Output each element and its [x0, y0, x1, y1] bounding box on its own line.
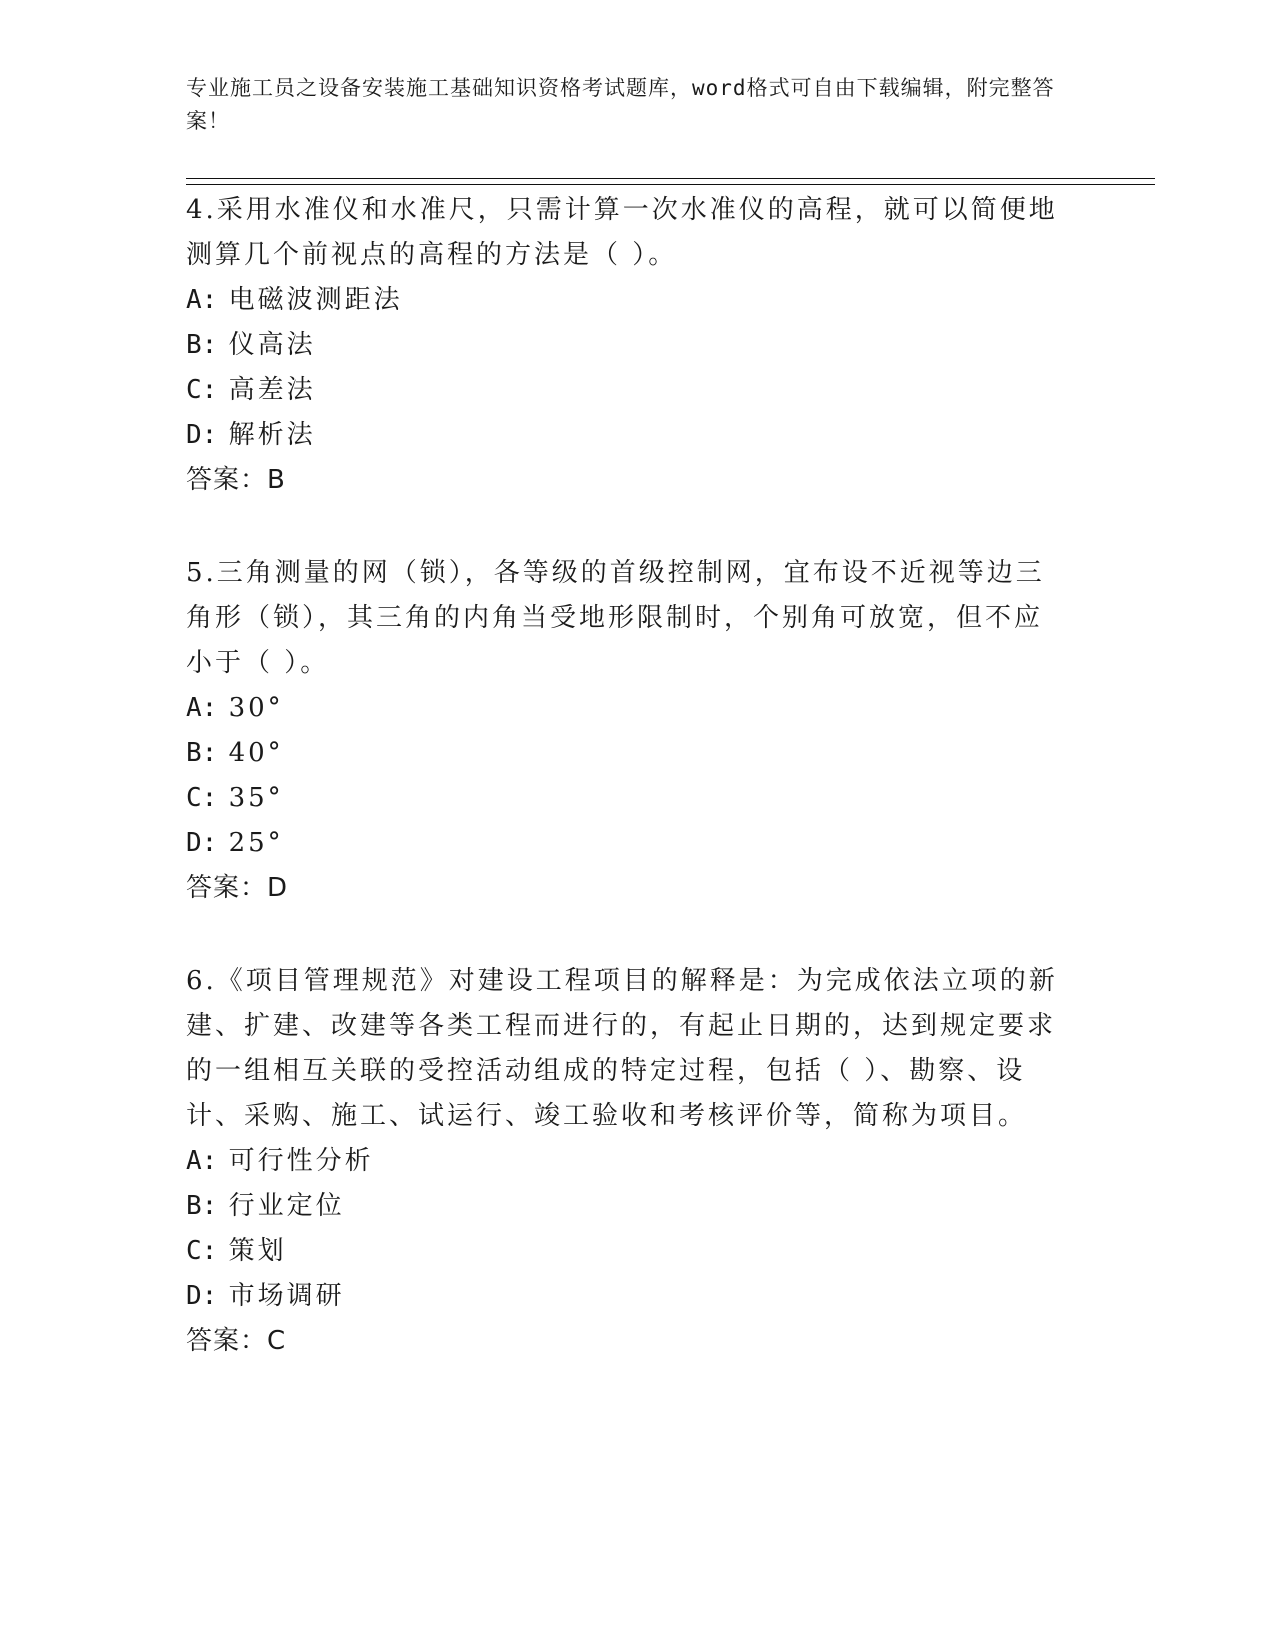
question-text: 6.《项目管理规范》对建设工程项目的解释是：为完成依法立项的新建、扩建、改建等各类工程而进行的，有起止日期的，达到规定要求的一组相互关联的受控活动组成的特定过程，包括（ ）、勘察、设计、采购、施工、试运行、竣工验收和考核评价等，简称为项目。: [186, 966, 1058, 1131]
option-b: [186, 731, 1086, 776]
option-label: C:: [186, 375, 218, 405]
option-text: 40°: [228, 738, 284, 768]
answer: 答案：C: [186, 1326, 287, 1356]
option-text: 高差法: [228, 375, 316, 405]
option-c: [186, 368, 1086, 413]
option-text: 电磁波测距法: [228, 285, 403, 315]
option-label: C:: [186, 783, 218, 813]
option-c: [186, 1229, 1086, 1274]
option-label: B:: [186, 1191, 218, 1221]
option-label: A:: [186, 1146, 218, 1176]
option-label: A:: [186, 693, 218, 723]
option-d: [186, 413, 1086, 458]
question-list: [186, 188, 1086, 1412]
option-b: [186, 323, 1086, 368]
option-label: B:: [186, 738, 218, 768]
header-text: 专业施工员之设备安装施工基础知识资格考试题库，word格式可自由下载编辑，附完整答案！: [186, 76, 1055, 133]
option-text: 可行性分析: [228, 1146, 374, 1176]
option-label: A:: [186, 285, 218, 315]
option-text: 市场调研: [228, 1281, 345, 1311]
option-text: 行业定位: [228, 1191, 345, 1221]
answer: 答案：B: [186, 465, 286, 495]
option-text: 策划: [228, 1236, 287, 1266]
document-header: [186, 72, 1086, 138]
question-6: [186, 959, 1086, 1364]
option-a: [186, 1139, 1086, 1184]
header-divider: [186, 178, 1155, 185]
option-a: [186, 686, 1086, 731]
question-5: [186, 551, 1086, 911]
option-text: 30°: [228, 693, 284, 723]
option-text: 35°: [228, 783, 284, 813]
option-label: D:: [186, 828, 218, 858]
option-text: 解析法: [228, 420, 316, 450]
option-label: B:: [186, 330, 218, 360]
question-4: [186, 188, 1086, 503]
option-label: C:: [186, 1236, 218, 1266]
option-text: 仪高法: [228, 330, 316, 360]
question-text: 5.三角测量的网（锁），各等级的首级控制网，宜布设不近视等边三角形（锁），其三角的内角当受地形限制时，个别角可放宽，但不应小于（ ）。: [186, 558, 1045, 678]
question-text: 4.采用水准仪和水准尺，只需计算一次水准仪的高程，就可以简便地测算几个前视点的高程的方法是（ ）。: [186, 195, 1058, 270]
option-d: [186, 821, 1086, 866]
option-c: [186, 776, 1086, 821]
option-label: D:: [186, 1281, 218, 1311]
option-b: [186, 1184, 1086, 1229]
option-label: D:: [186, 420, 218, 450]
option-d: [186, 1274, 1086, 1319]
option-a: [186, 278, 1086, 323]
answer: 答案：D: [186, 873, 289, 903]
option-text: 25°: [228, 828, 284, 858]
